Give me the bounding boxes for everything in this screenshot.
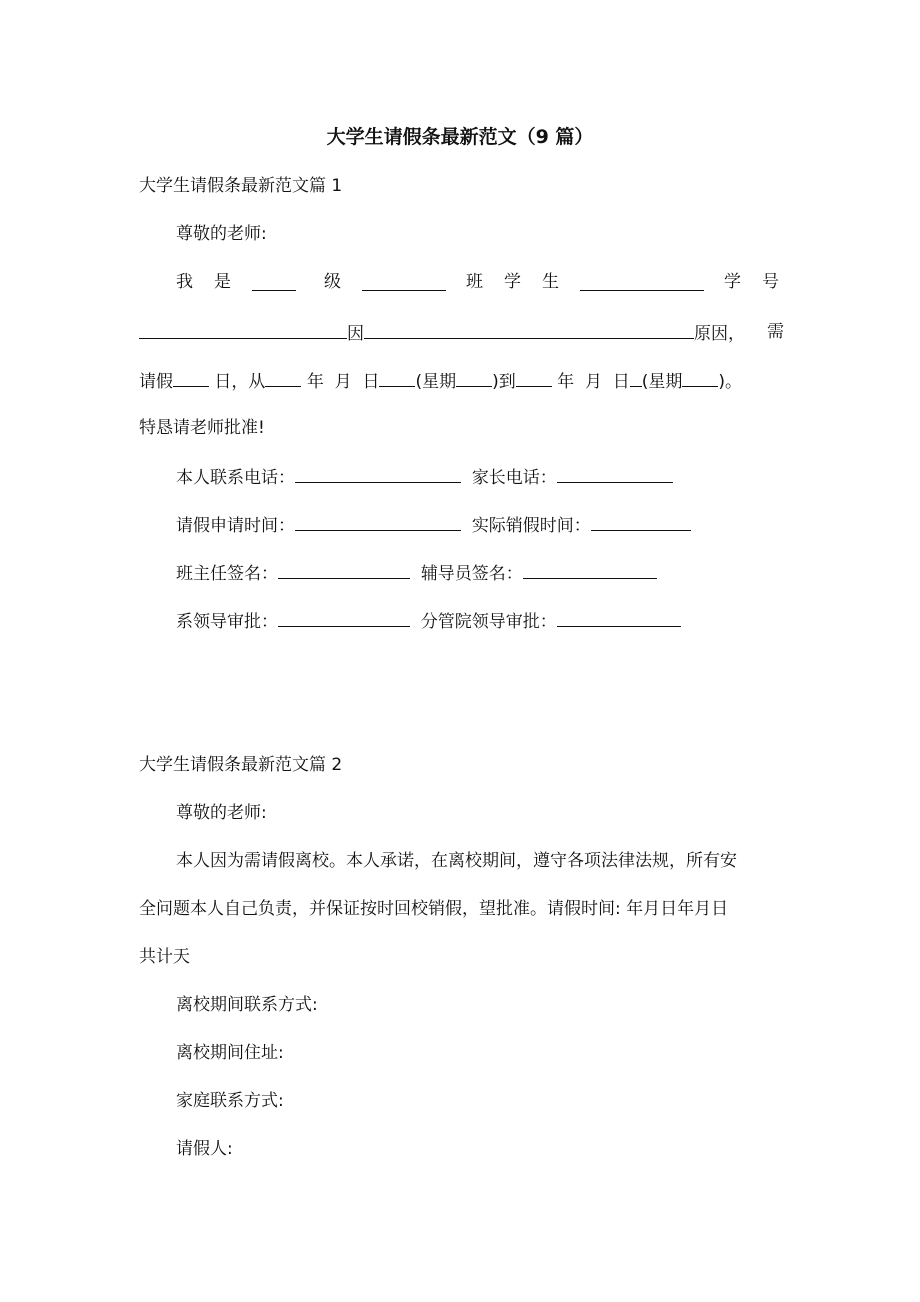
label-family-contact: 家庭联系方式: — [176, 1091, 284, 1111]
text-nian: 年 — [306, 372, 324, 392]
body-line-1: 本人因为需请假离校。本人承诺，在离校期间，遵守各项法律法规，所有安 — [176, 851, 737, 871]
text-ban: 班 — [466, 272, 483, 292]
page-title: 大学生请假条最新范文（9 篇） — [326, 126, 594, 148]
text-hao: 号 — [762, 272, 779, 292]
text-ri-cong: 日，从 — [214, 372, 266, 392]
text-ri: 日 — [362, 372, 380, 392]
field-dept-approval[interactable] — [278, 608, 410, 627]
label-cancel-time: 实际销假时间： — [471, 516, 591, 536]
form-row-approval — [176, 608, 681, 634]
closing: 特恳请老师批准! — [139, 418, 265, 438]
text-xingqi-open: (星期 — [415, 372, 457, 392]
text-shi: 是 — [214, 272, 231, 292]
blank-reason[interactable] — [364, 320, 694, 339]
text-xue: 学 — [504, 272, 521, 292]
blank-start-year[interactable] — [265, 368, 301, 387]
text-end: )。 — [718, 372, 743, 392]
field-cancel-time[interactable] — [591, 512, 691, 531]
text-xu: 需 — [767, 322, 784, 342]
text-yuanyin: 原因， — [694, 324, 745, 344]
blank-days[interactable] — [173, 368, 209, 387]
label-contact-phone: 本人联系电话： — [176, 468, 295, 488]
text-sheng: 生 — [542, 272, 559, 292]
text-wo: 我 — [176, 272, 193, 292]
label-leave-contact: 离校期间联系方式: — [176, 995, 318, 1015]
text-xingqi-open-2: (星期 — [641, 372, 683, 392]
blank-grade[interactable] — [252, 270, 296, 291]
text-yin: 因 — [347, 324, 364, 344]
text-dao: 到 — [498, 372, 516, 392]
field-apply-time[interactable] — [295, 512, 461, 531]
field-counselor[interactable] — [523, 560, 657, 579]
label-dept-approval: 系领导审批： — [176, 612, 278, 632]
text-nian-2: 年 — [557, 372, 575, 392]
blank-end-year[interactable] — [516, 368, 552, 387]
blank-start-weekday[interactable] — [456, 368, 492, 387]
field-head-teacher[interactable] — [278, 560, 410, 579]
body-line-2: 全问题本人自己负责，并保证按时回校销假，望批准。请假时间: 年月日年月日 — [139, 899, 729, 919]
section-heading: 大学生请假条最新范文篇 1 — [139, 176, 343, 196]
form-row-signature — [176, 560, 657, 586]
text-xue2: 学 — [724, 272, 741, 292]
salutation: 尊敬的老师: — [176, 224, 267, 244]
form-row-contact — [176, 464, 673, 490]
blank-end-weekday[interactable] — [682, 368, 718, 387]
date-line — [139, 368, 742, 394]
body-line-3: 共计天 — [139, 947, 190, 967]
text-yue: 月 — [334, 372, 352, 392]
blank-end-day[interactable] — [630, 368, 642, 387]
label-parent-phone: 家长电话： — [471, 468, 557, 488]
field-parent-phone[interactable] — [557, 464, 673, 483]
label-leave-address: 离校期间住址: — [176, 1043, 284, 1063]
blank-class[interactable] — [362, 270, 446, 291]
text-qingjia: 请假 — [139, 372, 173, 392]
blank-student-id[interactable] — [139, 320, 347, 339]
label-college-approval: 分管院领导审批： — [420, 612, 557, 632]
label-apply-time: 请假申请时间： — [176, 516, 295, 536]
text-xingqi-close: ) — [492, 372, 499, 392]
field-college-approval[interactable] — [557, 608, 681, 627]
label-head-teacher: 班主任签名： — [176, 564, 278, 584]
text-ji: 级 — [324, 272, 341, 292]
text-ri-2: 日 — [612, 372, 630, 392]
salutation-2: 尊敬的老师: — [176, 803, 267, 823]
field-contact-phone[interactable] — [295, 464, 461, 483]
label-applicant: 请假人: — [176, 1139, 233, 1159]
text-yue-2: 月 — [584, 372, 602, 392]
reason-line — [139, 320, 784, 346]
section-heading-2: 大学生请假条最新范文篇 2 — [139, 755, 343, 775]
form-row-time — [176, 512, 691, 538]
blank-student-name[interactable] — [580, 270, 704, 291]
label-counselor: 辅导员签名： — [420, 564, 523, 584]
blank-start-day[interactable] — [379, 368, 415, 387]
